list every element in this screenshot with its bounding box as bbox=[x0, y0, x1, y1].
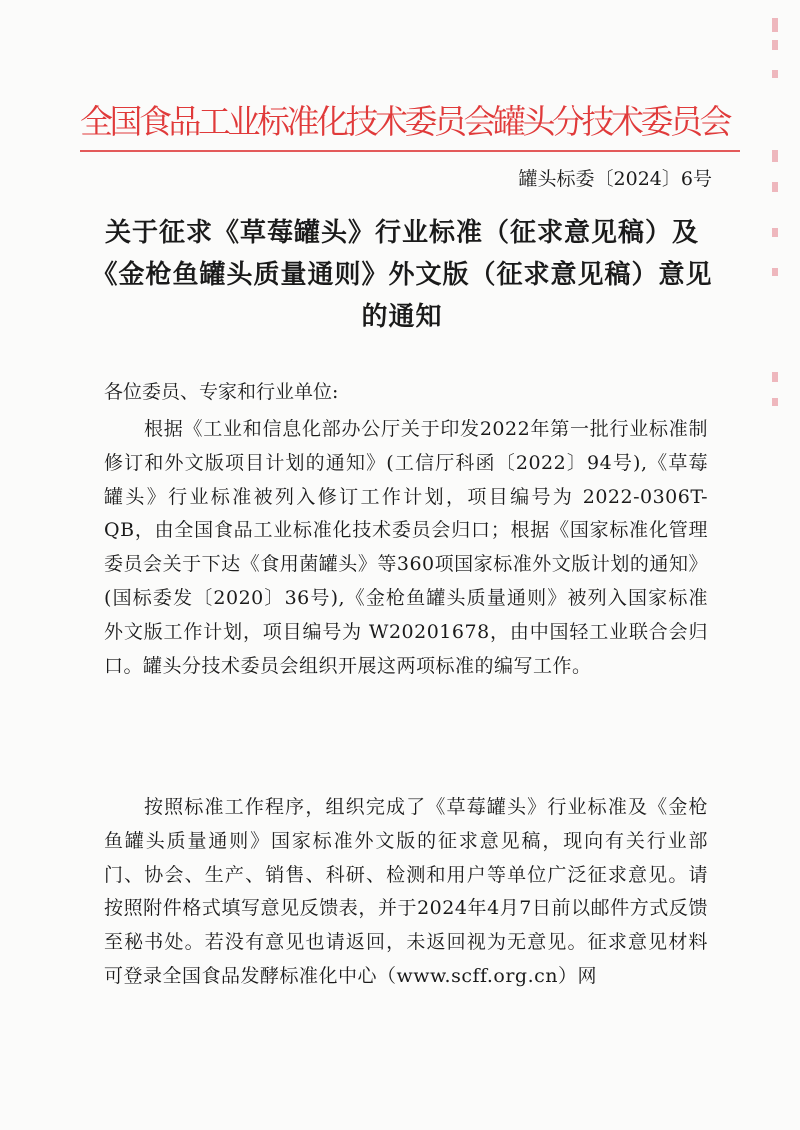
header-red-rule bbox=[80, 150, 740, 152]
scan-edge-mark bbox=[772, 70, 778, 78]
notice-title: 关于征求《草莓罐头》行业标准（征求意见稿）及《金枪鱼罐头质量通则》外文版（征求意见稿）意见的通知 bbox=[91, 218, 713, 332]
scan-edge-mark bbox=[772, 40, 778, 50]
scan-edge-mark bbox=[772, 182, 778, 192]
body-paragraph-1: 根据《工业和信息化部办公厅关于印发2022年第一批行业标准制修订和外文版项目计划的通知》(工信厅科函〔2022〕94号),《草莓罐头》行业标准被列入修订工作计划，项目编号为 2022-0306T-QB，由全国食品工业标准化技术委员会归口；根据《国家标准化管理委员会关于下达《食用菌罐头》等360项国家标准外文版计划的通知》(国标委发〔2020〕36号),《金枪鱼罐头质量通则》被列入国家标准外文版工作计划，项目编号为 W20201678，由中国轻工业联合会归口。罐头分技术委员会组织开展这两项标准的编写工作。 bbox=[104, 418, 708, 677]
scan-edge-mark bbox=[772, 398, 778, 406]
scan-edge-mark bbox=[772, 268, 778, 276]
scan-edge-mark bbox=[772, 372, 778, 382]
scan-edge-mark bbox=[772, 150, 778, 162]
body-paragraph-2: 按照标准工作程序，组织完成了《草莓罐头》行业标准及《金枪鱼罐头质量通则》国家标准外文版的征求意见稿，现向有关行业部门、协会、生产、销售、科研、检测和用户等单位广泛征求意见。请按照附件格式填写意见反馈表，并于2024年4月7日前以邮件方式反馈至秘书处。若没有意见也请返回，未返回视为无意见。征求意见材料可登录全国食品发酵标准化中心（www.scff.org.cn）网 bbox=[104, 796, 708, 987]
header-org-title: 全国食品工业标准化技术委员会罐头分技术委员会 bbox=[80, 102, 729, 141]
scan-edge-mark bbox=[772, 18, 778, 32]
scan-edge-mark bbox=[772, 228, 778, 237]
document-number: 罐头标委〔2024〕6号 bbox=[518, 168, 712, 190]
salutation: 各位委员、专家和行业单位: bbox=[104, 381, 339, 403]
